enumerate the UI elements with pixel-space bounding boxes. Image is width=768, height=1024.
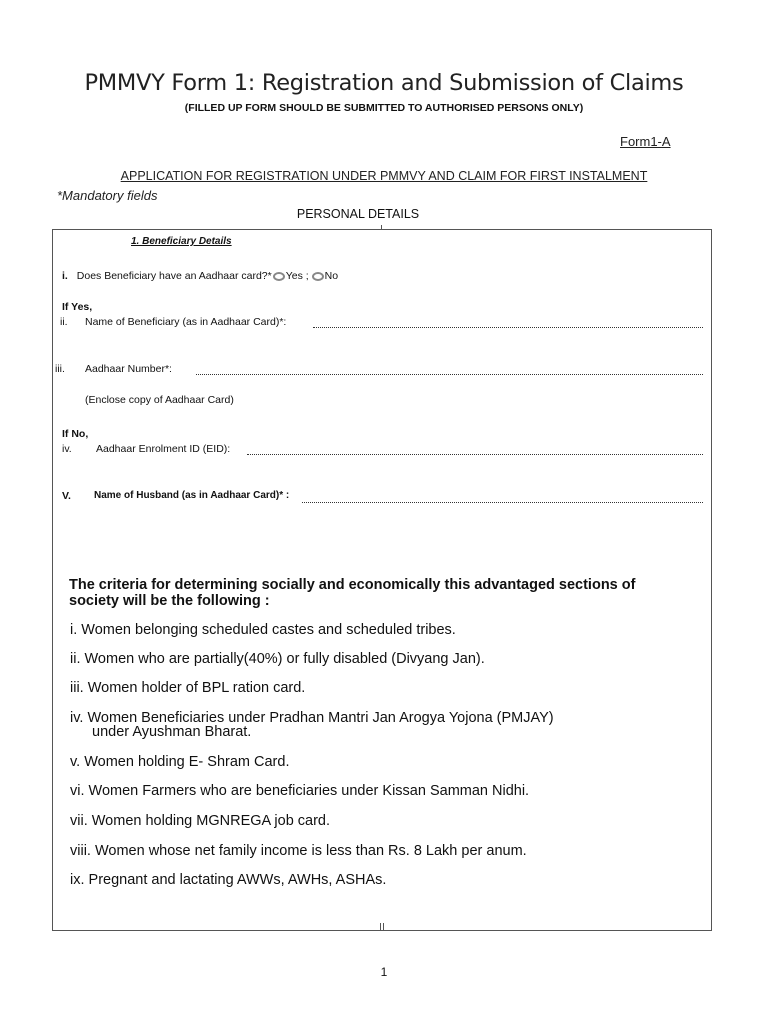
beneficiary-name-field[interactable] [313, 327, 703, 328]
form-code: Form1-A [620, 134, 671, 149]
criteria-item: ii. Women who are partially(40%) or fully disabled (Divyang Jan). [70, 651, 485, 667]
radio-yes[interactable] [273, 272, 285, 281]
question-v-text: Name of Husband (as in Aadhaar Card)* : [94, 490, 290, 501]
criteria-item: ix. Pregnant and lactating AWWs, AWHs, ASHAs. [70, 872, 387, 888]
question-v-number: V. [62, 490, 71, 502]
criteria-item: vii. Women holding MGNREGA job card. [70, 813, 331, 829]
radio-no[interactable] [312, 272, 324, 281]
box-bottom-tick-right [383, 923, 384, 931]
form-subtitle: (FILLED UP FORM SHOULD BE SUBMITTED TO AUTHORISED PERSONS ONLY) [184, 102, 584, 114]
question-iv-text: Aadhaar Enrolment ID (EID): [96, 443, 231, 455]
criteria-item: v. Women holding E- Shram Card. [70, 754, 290, 770]
criteria-item: iv. Women Beneficiaries under Pradhan Mantri Jan Arogya Yojona (PMJAY) [70, 710, 554, 726]
beneficiary-heading: 1. Beneficiary Details [131, 236, 232, 247]
radio-yes-label: Yes ; [285, 270, 309, 282]
radio-no-label: No [324, 270, 339, 282]
aadhaar-number-field[interactable] [196, 374, 703, 375]
question-i-text: Does Beneficiary have an Aadhaar card?* [76, 270, 272, 282]
page-number: 1 [380, 965, 388, 979]
question-i [62, 270, 338, 282]
husband-name-field[interactable] [302, 502, 703, 503]
enclose-note: (Enclose copy of Aadhaar Card) [85, 394, 234, 406]
criteria-item: i. Women belonging scheduled castes and scheduled tribes. [70, 622, 456, 638]
criteria-item: viii. Women whose net family income is less than Rs. 8 Lakh per anum. [70, 843, 527, 859]
form-title: PMMVY Form 1: Registration and Submission of Claims [84, 70, 684, 96]
criteria-heading-line-1: The criteria for determining socially and economically this advantaged sections of [69, 577, 636, 593]
question-ii-text: Name of Beneficiary (as in Aadhaar Card)*: [85, 316, 287, 328]
criteria-item: vi. Women Farmers who are beneficiaries under Kissan Samman Nidhi. [70, 783, 530, 799]
box-bottom-tick-left [380, 923, 381, 931]
question-iii-number: iii. [55, 363, 65, 375]
section-title: PERSONAL DETAILS [296, 207, 420, 221]
criteria-heading-line-2: society will be the following : [69, 593, 270, 609]
question-i-number: i. [62, 270, 68, 282]
application-title: APPLICATION FOR REGISTRATION UNDER PMMVY AND CLAIM FOR FIRST INSTALMENT [120, 169, 648, 183]
if-no-label: If No, [62, 428, 89, 440]
question-ii-number: ii. [60, 316, 68, 328]
criteria-item: iii. Women holder of BPL ration card. [70, 680, 306, 696]
criteria-heading [69, 577, 635, 609]
if-yes-label: If Yes, [62, 301, 93, 313]
eid-field[interactable] [247, 454, 703, 455]
box-top-tick [381, 225, 382, 230]
mandatory-note: *Mandatory fields [57, 188, 158, 203]
criteria-item-continuation: under Ayushman Bharat. [92, 724, 252, 740]
question-iv-number: iv. [62, 443, 72, 455]
question-iii-text: Aadhaar Number*: [85, 363, 172, 375]
